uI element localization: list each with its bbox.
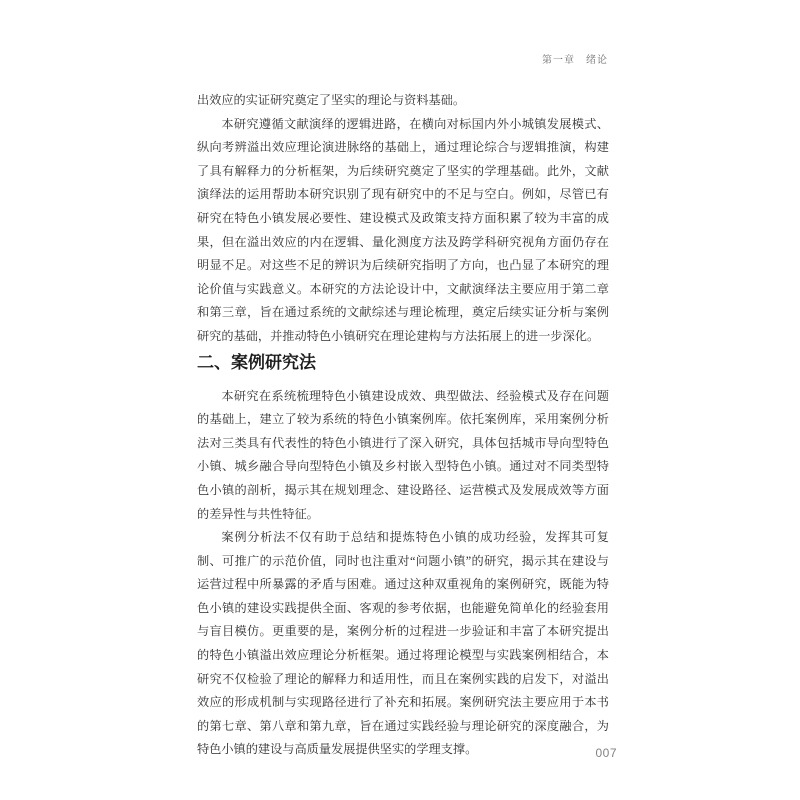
running-header — [542, 51, 608, 66]
page-number: 007 — [595, 746, 617, 760]
paragraph-case-method-intro: 本研究在系统梳理特色小镇建设成效、典型做法、经验模式及存在问题的基础上，建立了较为系统的特色小镇案例库。依托案例库，采用案例分析法对三类具有代表性的特色小镇进行了深入研究，具体包括城市导向型特色小镇、城乡融合导向型特色小镇及乡村嵌入型特色小镇。通过对不同类型特色小镇的剖析，揭示其在规划理念、建设路径、运营模式及发展成效等方面的差异性与共性特征。 — [197, 388, 609, 521]
paragraph-literature-deduction-method: 本研究遵循文献演绎的逻辑进路，在横向对标国内外小城镇发展模式、纵向考辨溢出效应理论演进脉络的基础上，通过理论综合与逻辑推演，构建了具有解释力的分析框架，为后续研究奠定了坚实的学理基础。此外，文献演绎法的运用帮助本研究识别了现有研究中的不足与空白。例如，尽管已有研究在特色小镇发展必要性、建设模式及政策支持方面积累了较为丰富的成果，但在溢出效应的内在逻辑、量化测度方法及跨学科研究视角方面仍存在明显不足。对这些不足的辨识为后续研究指明了方向，也凸显了本研究的理论价值与实践意义。本研究的方法论设计中，文献演绎法主要应用于第二章和第三章，旨在通过系统的文献综述与理论梳理，奠定后续实证分析与案例研究的基础，并推动特色小镇研究在理论建构与方法拓展上的进一步深化。 — [197, 116, 609, 343]
paragraph-continued-from-previous-page: 出效应的实证研究奠定了坚实的理论与资料基础。 — [197, 93, 466, 107]
paragraph-case-method-value: 案例分析法不仅有助于总结和提炼特色小镇的成功经验，发挥其可复制、可推广的示范价值，同时也注重对“问题小镇”的研究，揭示其在建设与运营过程中所暴露的矛盾与困难。通过这种双重视角的案例研究，既能为特色小镇的建设实践提供全面、客观的参考依据，也能避免简单化的经验套用与盲目模仿。更重要的是，案例分析的过程进一步验证和丰富了本研究提出的特色小镇溢出效应理论分析框架。通过将理论模型与实践案例相结合，本研究不仅检验了理论的解释力和适用性，而且在案例实践的启发下，对溢出效应的形成机制与实现路径进行了补充和拓展。案例研究法主要应用于本书的第七章、第八章和第九章，旨在通过实践经验与理论研究的深度融合，为特色小镇的建设与高质量发展提供坚实的学理支撑。 — [197, 530, 609, 757]
section-heading-case-study-method: 二、案例研究法 — [197, 352, 316, 372]
chapter-title: 第一章 绪论 — [542, 55, 608, 66]
text-block — [197, 89, 609, 762]
